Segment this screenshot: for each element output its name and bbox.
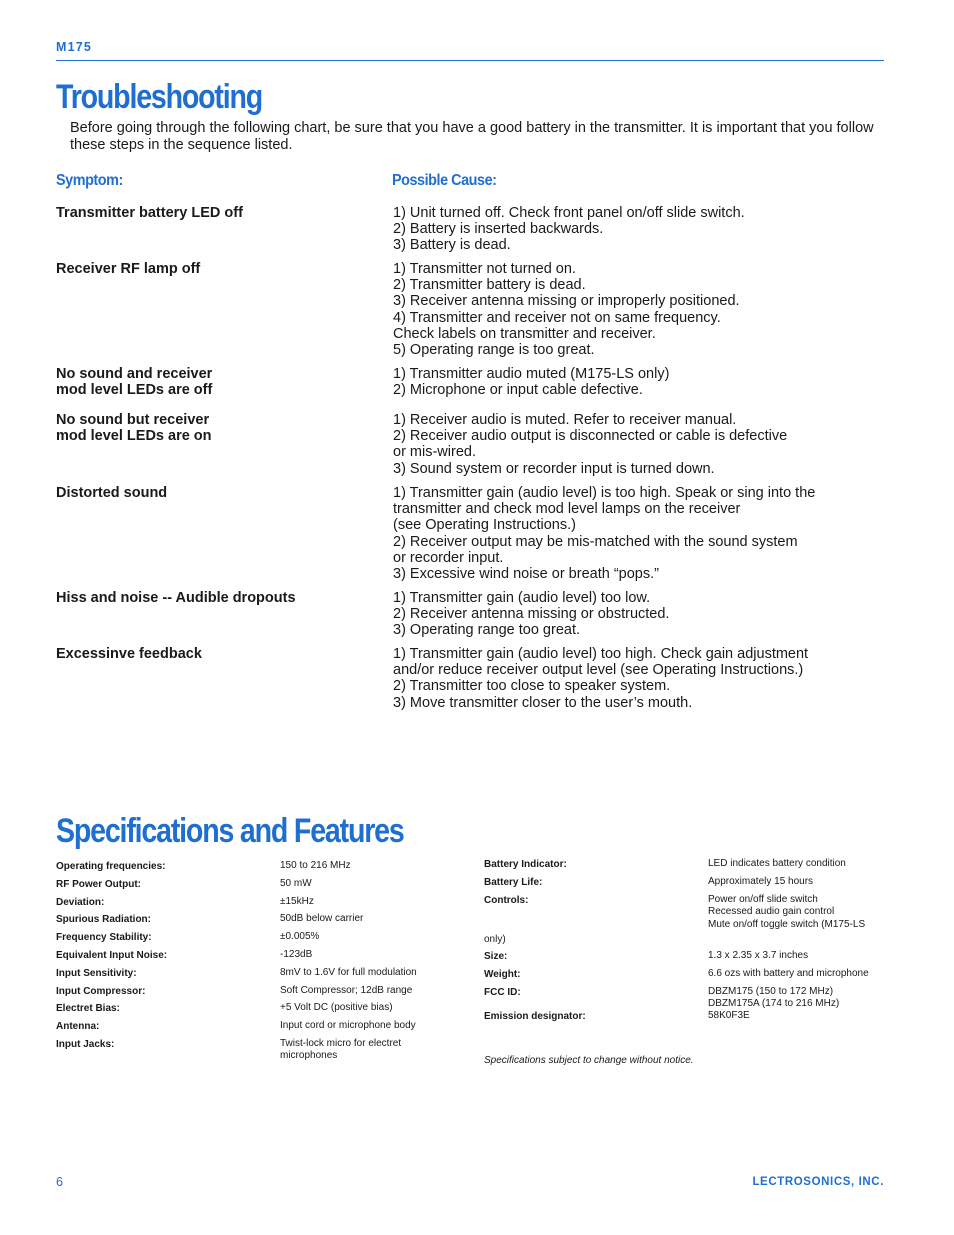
cause-list: [393, 366, 873, 398]
spec-label: Input Compressor:: [56, 985, 146, 997]
spec-value-line: Input cord or microphone body: [280, 1020, 416, 1032]
spec-label: Emission designator:: [484, 1010, 586, 1022]
spec-value-line: LED indicates battery condition: [708, 858, 846, 869]
specs-left-column: [56, 858, 456, 1066]
cause-header: Possible Cause:: [392, 172, 497, 189]
cause-line: 2) Microphone or input cable defective.: [393, 382, 643, 399]
spec-label: Antenna:: [56, 1021, 100, 1033]
spec-value: [280, 1002, 393, 1015]
company-name: LECTROSONICS, INC.: [752, 1176, 884, 1188]
symptom-text: [56, 366, 376, 398]
spec-value: [280, 1020, 416, 1033]
spec-label: Weight:: [484, 969, 521, 981]
spec-label: Size:: [484, 951, 508, 963]
spec-row: [56, 1000, 456, 1018]
spec-value: [708, 894, 865, 932]
cause-line: (see Operating Instructions.): [393, 517, 576, 534]
symptom-text: [56, 261, 376, 277]
spec-value-line: -123dB: [280, 948, 313, 960]
symptom-line: No sound but receiver: [56, 412, 210, 428]
cause-line: 1) Transmitter gain (audio level) is too high. Speak or sing into the: [393, 485, 816, 501]
cause-line: or mis-wired.: [393, 444, 476, 461]
symptom-text: [56, 646, 376, 662]
spec-value-line: DBZM175 (150 to 172 MHz): [708, 985, 834, 997]
spec-value: [708, 858, 846, 871]
symptom-line: Receiver RF lamp off: [56, 261, 201, 277]
symptom-line: mod level LEDs are off: [56, 382, 213, 399]
spec-value-line: ±15kHz: [280, 895, 314, 907]
spec-row: [484, 966, 884, 984]
cause-line: 2) Transmitter too close to speaker system.: [393, 678, 671, 695]
symptom-text: [56, 205, 376, 221]
spec-value: [280, 967, 417, 980]
cause-list: [393, 412, 873, 477]
spec-value-line: 50 mW: [280, 877, 312, 889]
spec-label: Input Jacks:: [56, 1038, 115, 1050]
spec-value: [280, 913, 363, 926]
spec-value: [708, 950, 808, 963]
spec-row: [56, 876, 456, 894]
spec-value: [708, 876, 813, 889]
cause-line: 3) Operating range too great.: [393, 622, 581, 639]
cause-line: 1) Transmitter gain (audio level) too low.: [393, 590, 651, 606]
spec-label: RF Power Output:: [56, 878, 141, 890]
spec-value-line: +5 Volt DC (positive bias): [280, 1002, 393, 1014]
spec-value: [280, 878, 312, 891]
spec-value: [280, 1038, 401, 1063]
cause-line: 4) Transmitter and receiver not on same frequency.: [393, 309, 721, 326]
cause-line: 2) Receiver audio output is disconnected or cable is defective: [393, 428, 788, 445]
spec-row: [56, 947, 456, 965]
cause-line: or recorder input.: [393, 549, 504, 566]
spec-value: [280, 931, 319, 944]
symptom-line: Excessinve feedback: [56, 646, 202, 662]
spec-value-line: 6.6 ozs with battery and microphone: [708, 968, 869, 980]
troubleshooting-intro: Before going through the following chart, be sure that you have a good battery in the transmitter. It is important that you follow these steps in the sequence listed.: [70, 120, 874, 153]
spec-value-line: 8mV to 1.6V for full modulation: [280, 966, 417, 978]
spec-label: Controls:: [484, 894, 529, 906]
cause-list: [393, 590, 873, 639]
symptom-header: Symptom:: [56, 172, 123, 189]
cause-line: Check labels on transmitter and receiver.: [393, 325, 656, 342]
symptom-line: Distorted sound: [56, 485, 168, 501]
cause-line: 3) Receiver antenna missing or improperly positioned.: [393, 293, 740, 310]
spec-label: Battery Life:: [484, 876, 543, 888]
spec-value-line: microphones: [280, 1050, 338, 1062]
cause-list: [393, 205, 873, 254]
spec-value: [280, 860, 351, 873]
spec-label: Operating frequencies:: [56, 861, 166, 872]
symptom-text: [56, 590, 376, 606]
spec-value-line: Soft Compressor; 12dB range: [280, 984, 413, 996]
spec-row: [56, 858, 456, 876]
cause-line: 2) Receiver output may be mis-matched with the sound system: [393, 533, 798, 550]
specs-title: Specifications and Features: [56, 812, 404, 850]
spec-value-line: 58K0F3E: [708, 1009, 750, 1021]
spec-row: [484, 931, 884, 949]
spec-value: [280, 949, 312, 962]
cause-line: 2) Receiver antenna missing or obstructed.: [393, 606, 670, 623]
cause-line: 3) Move transmitter closer to the user’s mouth.: [393, 694, 693, 711]
symptom-text: [56, 412, 376, 444]
specs-note: Specifications subject to change without notice.: [484, 1055, 694, 1066]
symptom-text: [56, 485, 376, 501]
cause-line: 2) Transmitter battery is dead.: [393, 277, 586, 294]
spec-row: [484, 892, 884, 931]
cause-line: 1) Transmitter gain (audio level) too high. Check gain adjustment: [393, 646, 809, 662]
cause-line: 1) Receiver audio is muted. Refer to receiver manual.: [393, 412, 737, 428]
spec-row: [484, 856, 884, 874]
spec-row: [484, 948, 884, 966]
spec-label: only): [484, 933, 506, 945]
spec-label: Deviation:: [56, 896, 105, 908]
symptom-line: No sound and receiver: [56, 366, 213, 382]
spec-value-line: Mute on/off toggle switch (M175-LS: [708, 918, 866, 930]
spec-value: [708, 968, 869, 981]
cause-line: 1) Unit turned off. Check front panel on/off slide switch.: [393, 205, 745, 221]
symptom-line: mod level LEDs are on: [56, 428, 212, 445]
specs-right-column: [484, 856, 884, 1026]
spec-label: Battery Indicator:: [484, 859, 567, 870]
spec-label: FCC ID:: [484, 986, 521, 998]
spec-row: [56, 894, 456, 912]
cause-list: [393, 261, 873, 358]
spec-value-line: 150 to 216 MHz: [280, 860, 351, 871]
spec-row: [484, 984, 884, 1008]
spec-value-line: Twist-lock micro for electret: [280, 1037, 402, 1049]
spec-value-line: 50dB below carrier: [280, 913, 364, 925]
spec-row: [56, 911, 456, 929]
spec-row: [56, 1018, 456, 1036]
spec-value: [280, 985, 412, 998]
cause-line: 3) Sound system or recorder input is turned down.: [393, 460, 715, 477]
troubleshooting-title: Troubleshooting: [56, 78, 263, 116]
spec-value-line: DBZM175A (174 to 216 MHz): [708, 998, 840, 1010]
spec-value-line: Recessed audio gain control: [708, 906, 835, 918]
cause-list: [393, 646, 873, 711]
cause-line: 3) Excessive wind noise or breath “pops.”: [393, 566, 659, 583]
spec-label: Electret Bias:: [56, 1003, 120, 1015]
spec-label: Input Sensitivity:: [56, 967, 137, 979]
spec-row: [56, 929, 456, 947]
spec-label: Equivalent Input Noise:: [56, 949, 168, 961]
spec-value-line: Approximately 15 hours: [708, 875, 814, 887]
spec-row: [56, 983, 456, 1001]
spec-row: [56, 1036, 456, 1066]
cause-line: 2) Battery is inserted backwards.: [393, 221, 604, 238]
page-number: 6: [56, 1175, 63, 1189]
cause-list: [393, 485, 873, 582]
cause-line: transmitter and check mod level lamps on the receiver: [393, 501, 741, 518]
cause-line: 1) Transmitter audio muted (M175-LS only): [393, 366, 670, 382]
model-tag: M175: [56, 40, 93, 54]
spec-value-line: ±0.005%: [280, 931, 320, 943]
spec-value-line: Power on/off slide switch: [708, 893, 818, 905]
spec-row: [484, 874, 884, 892]
cause-line: 5) Operating range is too great.: [393, 342, 595, 359]
spec-value-line: 1.3 x 2.35 x 3.7 inches: [708, 950, 809, 962]
spec-row: [56, 965, 456, 983]
spec-label: Spurious Radiation:: [56, 914, 151, 926]
header-rule: [56, 60, 884, 61]
cause-line: 1) Transmitter not turned on.: [393, 261, 576, 277]
cause-line: and/or reduce receiver output level (see Operating Instructions.): [393, 662, 804, 679]
spec-value: [708, 1010, 750, 1023]
spec-row: [484, 1008, 884, 1026]
cause-line: 3) Battery is dead.: [393, 237, 511, 254]
symptom-line: Hiss and noise -- Audible dropouts: [56, 590, 296, 606]
spec-value: [280, 896, 314, 909]
spec-label: Frequency Stability:: [56, 932, 152, 944]
symptom-line: Transmitter battery LED off: [56, 205, 243, 221]
